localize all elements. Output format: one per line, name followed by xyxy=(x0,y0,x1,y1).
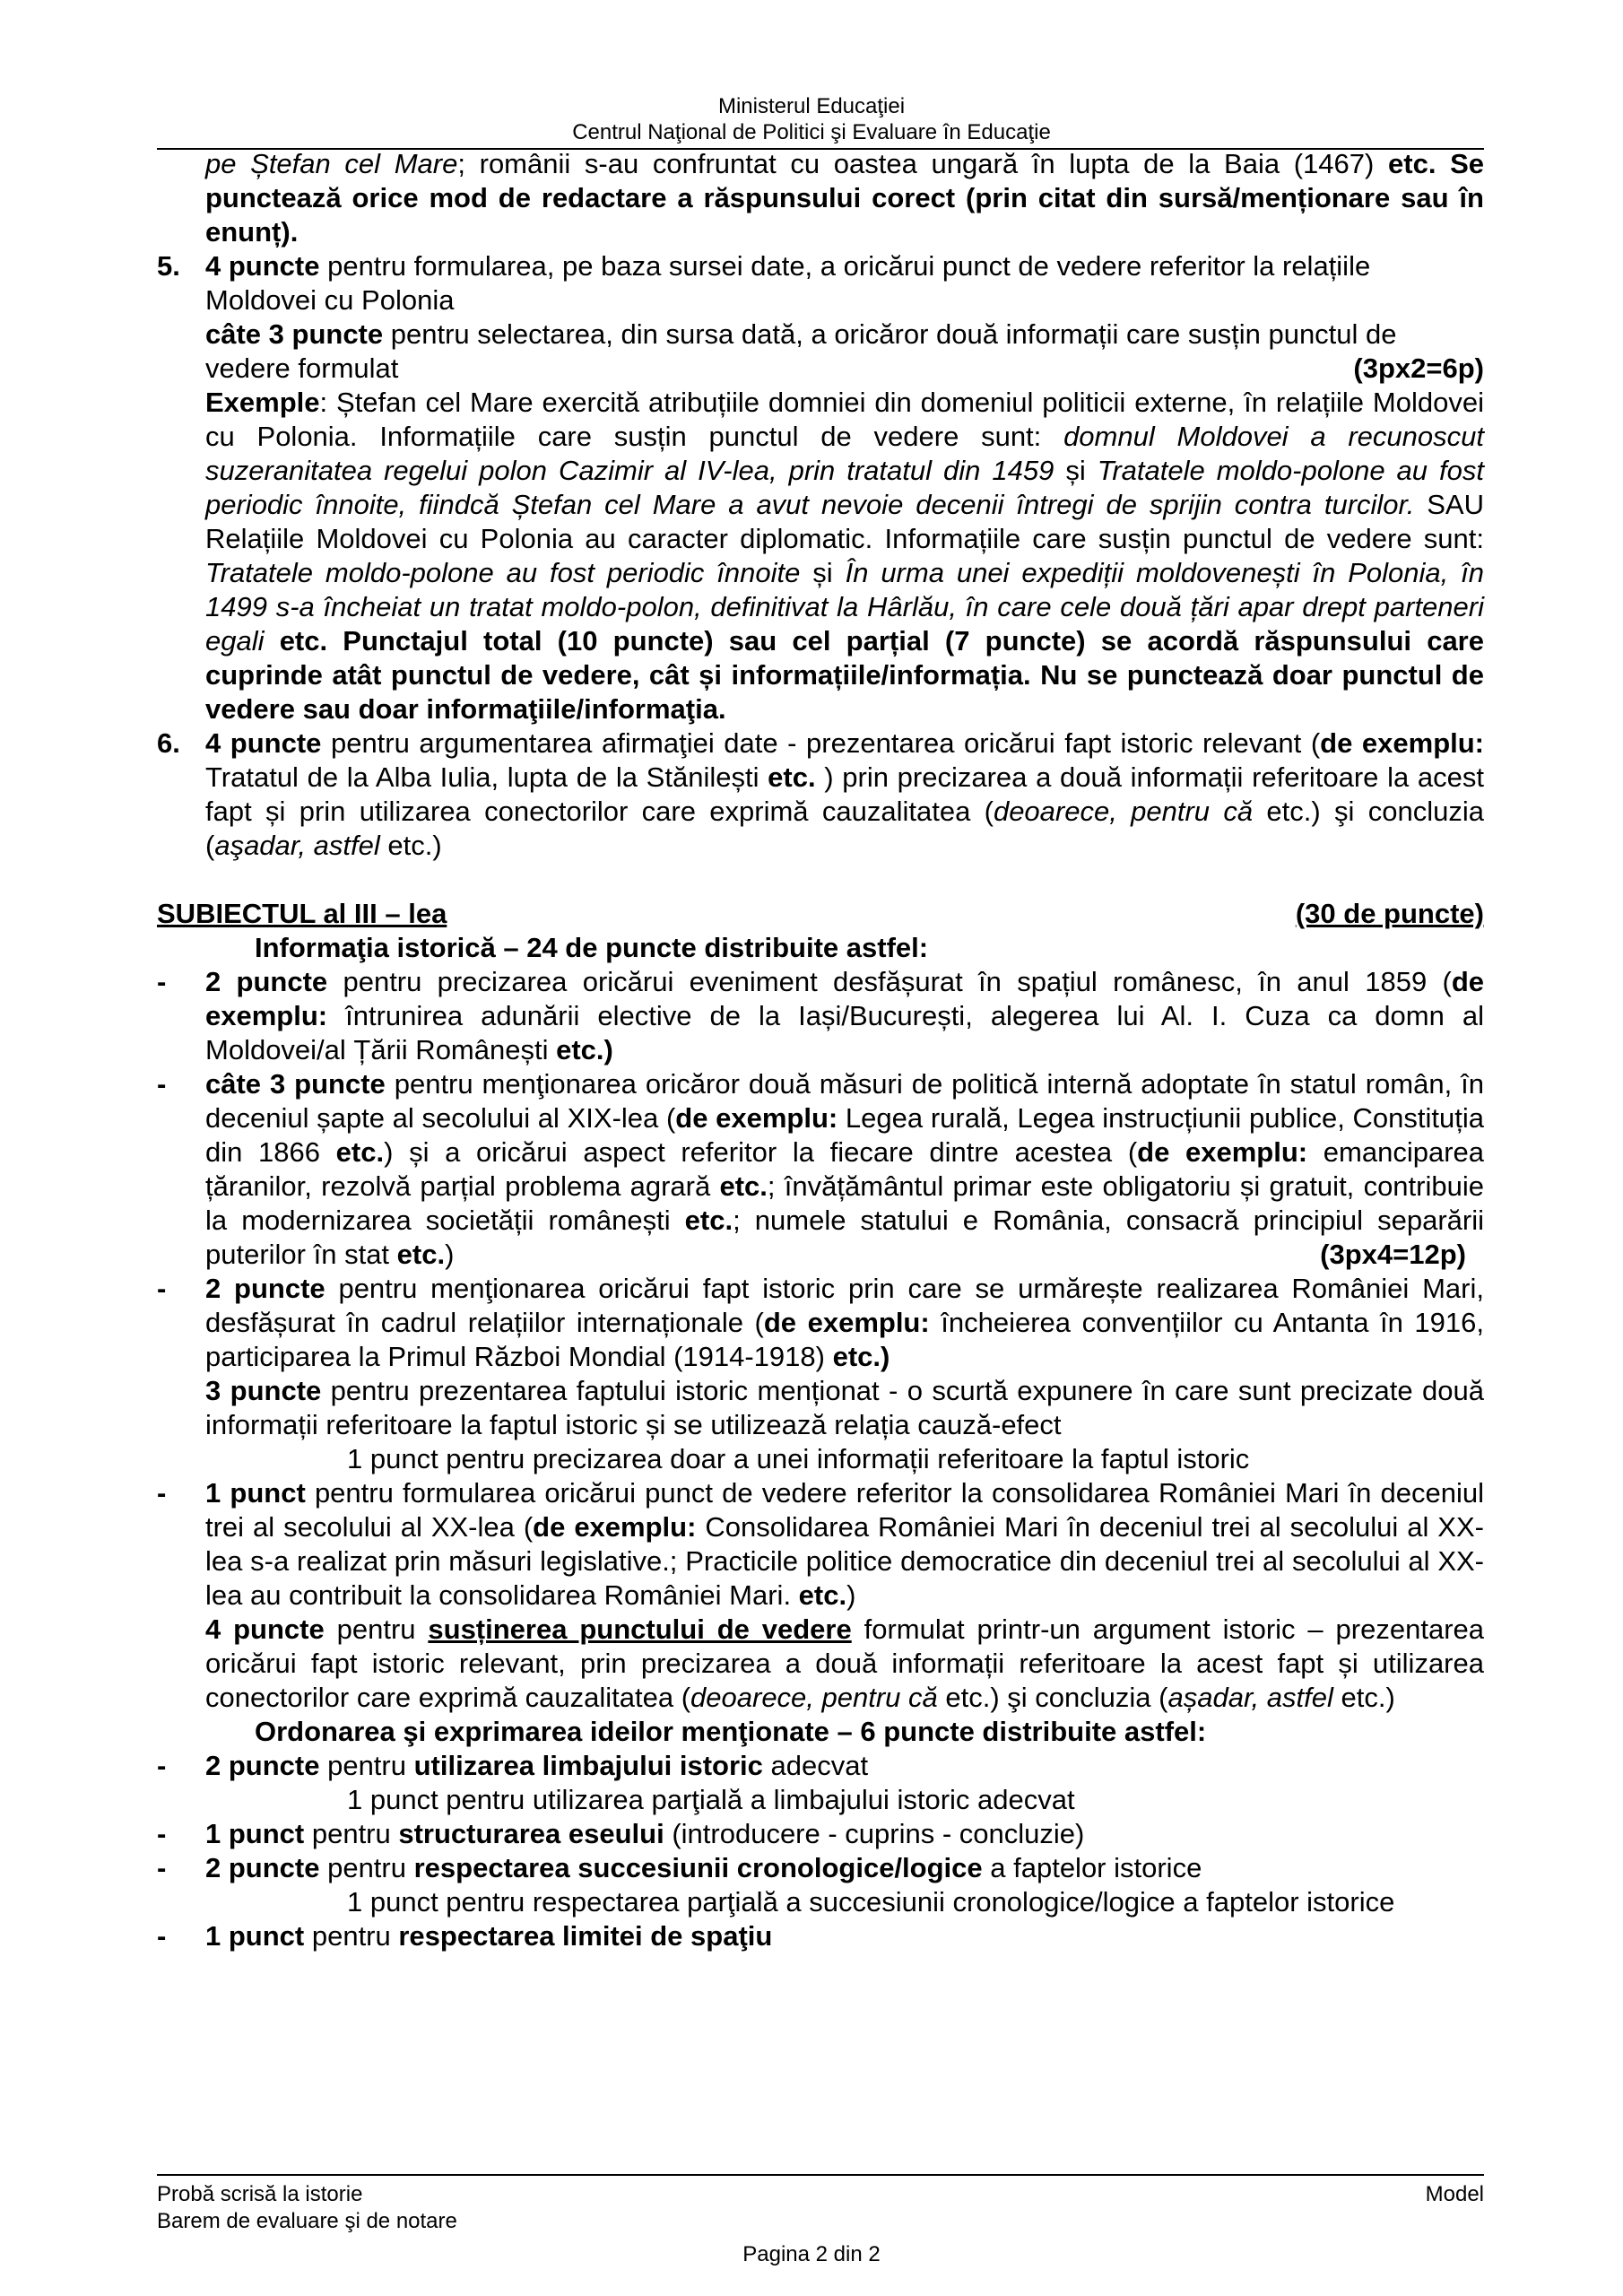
partial-score-note: 1 punct pentru respectarea parţială a succesiunii cronologice/logice a faptelor istorice xyxy=(347,1886,1395,1918)
bullet-1: - 2 puncte pentru precizarea oricărui eveniment desfășurat în spațiul românesc, în anul 1859 (de exemplu: întrunirea adunării elective de la Iași/București, alegerea lui Al. I. Cuza ca domn al Moldovei/al Țării Românești etc.) xyxy=(157,966,1484,1065)
footer-barem: Barem de evaluare şi de notare xyxy=(157,2209,457,2233)
footer-exam: Probă scrisă la istorie xyxy=(157,2182,363,2206)
score-label: (3px4=12p) xyxy=(1320,1239,1466,1270)
partial-score-note: 1 punct pentru utilizarea parţială a limbajului istoric adecvat xyxy=(347,1784,1075,1815)
item-5: 5. 4 puncte pentru formularea, pe baza sursei date, a oricărui punct de vedere referitor la relațiile Moldovei cu Polonia câte 3 puncte pentru selectarea, din sursa dată, a oricăror două informații care susțin punctul de vedere formulat (3px2=6p) Exemple: Ștefan cel Mare exercită atribuțiile domniei din domeniul politicii externe, în relațiile Moldovei cu Polonia. Informațiile care susțin punctul de vedere sunt: domnul Moldovei a recunoscut suzeranitatea regelui polon Cazimir al IV-lea, prin tratatul din 1459 și Tratatele moldo-polone au fost periodic înnoite, fiindcă Ștefan cel Mare a avut nevoie decenii întregi de sprijin contra turcilor. SAU Relațiile Moldovei cu Polonia au caracter diplomatic. Informațiile care susțin punctul de vedere sunt: Tratatele moldo-polone au fost periodic înnoite și În urma unei expediții moldovenești în Polonia, în 1499 s-a încheiat un tratat moldo-polon, definitivat la Hârlău, în care cele două țări apar drept parteneri egali etc. Punctajul total (10 puncte) sau cel parțial (7 puncte) se acordă răspunsului care cuprinde atât punctul de vedere, cât și informațiile/informația. Nu se punctează doar punctul de vedere sau doar informaţiile/informaţia. xyxy=(157,250,1484,725)
partial-score-note: 1 punct pentru precizarea doar a unei informații referitoare la faptul istoric xyxy=(347,1443,1250,1474)
page-number: Pagina 2 din 2 xyxy=(742,2242,881,2266)
footer-rule xyxy=(157,2174,1484,2176)
document-body xyxy=(157,147,1484,1953)
subject-3-title: SUBIECTUL al III – lea (30 de puncte) xyxy=(157,898,1484,929)
ministry-name: Ministerul Educaţiei xyxy=(717,94,906,118)
item4-continuation: pe Ștefan cel Mare; românii s-au confruntat cu oastea ungară în lupta de la Baia (1467) etc. Se punctează orice mod de redactare a răspunsului corect (prin citat din sursă/menționare sau în enunț). xyxy=(205,148,1485,248)
item-6: 6. 4 puncte pentru argumentarea afirmaţiei date - prezentarea oricărui fapt istoric relevant (de exemplu: Tratatul de la Alba Iulia, lupta de la Stănilești etc. ) prin precizarea a două informații referitoare la acest fapt și prin utilizarea conectorilor care exprimă cauzalitatea (deoarece, pentru că etc.) şi concluzia (aşadar, astfel etc.) xyxy=(157,727,1484,861)
bullet-3: - 2 puncte pentru menţionarea oricărui fapt istoric prin care se urmărește realizarea României Mari, desfășurat în cadrul relațiilor internaționale (de exemplu: încheierea convențiilor cu Antanta în 1916, participarea la Primul Război Mondial (1914-1918) etc.) 3 puncte pentru prezentarea faptului istoric menționat - o scurtă expunere în care sunt precizate două informații referitoare la faptul istoric și se utilizează relația cauză-efect 1 punct pentru precizarea doar a unei informații referitoare la faptul istoric xyxy=(157,1273,1485,1474)
bullet-4: - 1 punct pentru formularea oricărui punct de vedere referitor la consolidarea României Mari în deceniul trei al secolului al XX-lea (de exemplu: Consolidarea României Mari în deceniul trei al secolului al XX-lea s-a realizat prin măsuri legislative.; Practicile politice democratice din deceniul trei al secolului al XX-lea au contribuit la consolidarea României Mari. etc.) 4 puncte pentru susținerea punctului de vedere formulat printr-un argument istoric – prezentarea oricărui fapt istoric relevant, prin precizarea a două informații referitoare la acest fapt și utilizarea conectorilor care exprimă cauzalitatea (deoarece, pentru că etc.) şi concluzia (așadar, astfel etc.) xyxy=(157,1477,1484,1713)
center-name: Centrul Naţional de Politici şi Evaluare în Educaţie xyxy=(572,120,1051,144)
order-heading: Ordonarea şi exprimarea ideilor menţionate – 6 puncte distribuite astfel: xyxy=(255,1716,1207,1747)
item-number: 6. xyxy=(157,727,180,759)
bullet-8: - 1 punct pentru respectarea limitei de spaţiu xyxy=(157,1920,773,1952)
bullet-5: - 2 puncte pentru utilizarea limbajului istoric adecvat 1 punct pentru utilizarea parţială a limbajului istoric adecvat xyxy=(157,1749,1484,1817)
score-label: (3px2=6p) xyxy=(1353,352,1484,384)
info-heading: Informaţia istorică – 24 de puncte distribuite astfel: xyxy=(255,932,929,963)
footer-model: Model xyxy=(1425,2182,1484,2206)
page-footer xyxy=(157,2181,1484,2235)
item-number: 5. xyxy=(157,250,180,282)
bullet-7: - 2 puncte pentru respectarea succesiunii cronologice/logice a faptelor istorice 1 punct pentru respectarea parţială a succesiunii cronologice/logice a faptelor istorice xyxy=(157,1851,1484,1919)
bullet-2: - câte 3 puncte pentru menţionarea oricăror două măsuri de politică internă adoptate în statul român, în deceniul șapte al secolului al XIX-lea (de exemplu: Legea rurală, Legea instrucțiunii publice, Constituția din 1866 etc.) și a oricărui aspect referitor la fiecare dintre acestea (de exemplu: emanciparea țăranilor, rezolvă parțial problema agrară etc.; învățământul primar este obligatoriu și gratuit, contribuie la modernizarea societății românești etc.; numele statului e România, consacră principiul separării puterilor în stat etc.) (3px4=12p) xyxy=(157,1068,1485,1270)
subject-points: (30 de puncte) xyxy=(1295,898,1484,929)
bullet-6: - 1 punct pentru structurarea eseului (introducere - cuprins - concluzie) xyxy=(157,1818,1085,1849)
page-header xyxy=(0,93,1623,145)
